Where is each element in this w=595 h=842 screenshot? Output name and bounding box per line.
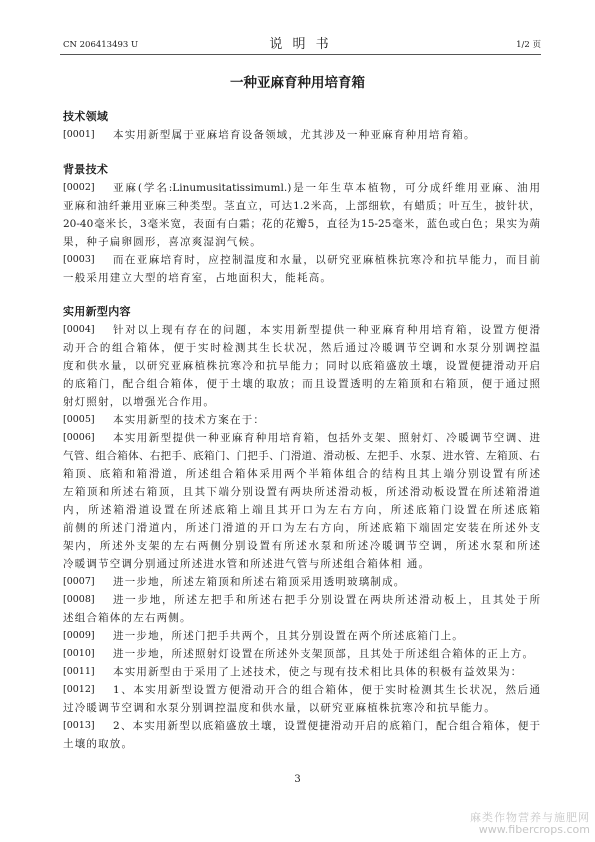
section-heading-background: 背景技术 — [63, 162, 109, 176]
page-number: 3 — [294, 774, 301, 785]
paragraph-line: 冷暖调节空调分别通过所述进水管和所述进气管与所述组合箱体相 通。 — [63, 558, 431, 570]
paragraph-first-line — [63, 681, 540, 699]
paragraph-line: 进一步地，所述门把手共两个，且其分别设置在两个所述底箱门上。 — [113, 630, 464, 642]
paragraph-line: 前侧的所述门滑道内，所述门滑道的开口为左右方向，所述底箱下端固定安装在所述外支 — [63, 522, 540, 534]
paragraph-line: 气管、组合箱体、右把手、底箱门、门把手、门滑道、滑动板、左把手、水泵、进水管、左箱顶、右 — [63, 450, 540, 462]
paragraph-number: [0013] — [63, 720, 95, 731]
paragraph-first-line — [63, 663, 540, 681]
paragraph-number: [0002] — [63, 181, 95, 193]
paragraph-number: [0006] — [63, 432, 95, 443]
paragraph-line: 一般采用建立大型的培育室，占地面积大，能耗高。 — [63, 271, 333, 284]
paragraph-first-line — [63, 411, 540, 429]
paragraph-0007 — [63, 573, 540, 591]
document-title: 一种亚麻育种用培育箱 — [230, 75, 365, 91]
paragraph-first-line — [63, 717, 540, 735]
paragraph-first-line — [63, 573, 540, 591]
paragraph-line: 度和供水量，以研究亚麻植株抗寒冷和抗旱能力；同时以底箱盛放土壤，设置便捷滑动开启 — [63, 360, 540, 372]
paragraph-line: 1、本实用新型设置方便滑动开合的组合箱体，便于实时检测其生长状况，然后通 — [113, 684, 540, 696]
description-body — [63, 108, 540, 753]
paragraph-line: 本实用新型提供一种亚麻育种用培育箱，包括外支架、照射灯、冷暖调节空调、进 — [113, 432, 540, 444]
paragraph-0005 — [63, 411, 540, 429]
paragraph-line: 果，种子扁卵圆形，喜凉爽湿润气候。 — [63, 235, 262, 248]
paragraph-line: 亚麻和油纤兼用亚麻三种类型。茎直立，可达1.2米高，上部细软，有蜡质；叶互生，披针状， — [63, 199, 540, 212]
paragraph-line: 箱顶、底箱和箱滑道，所述组合箱体采用两个半箱体组合的结构且其上端分别设置有所述 — [63, 468, 540, 480]
watermark-url: www.fibercrops.com — [478, 823, 590, 836]
document-type: 说 明 书 — [269, 37, 332, 52]
paragraph-0006 — [63, 429, 540, 573]
paragraph-line: 2、本实用新型以底箱盛放土壤，设置便捷滑动开启的底箱门，配合组合箱体，便于 — [113, 720, 540, 732]
paragraph-0001 — [63, 126, 540, 144]
paragraph-first-line — [63, 429, 540, 447]
paragraph-0010 — [63, 645, 540, 663]
paragraph-first-line — [63, 321, 540, 339]
paragraph-0013 — [63, 717, 540, 753]
paragraph-number: [0012] — [63, 684, 95, 695]
paragraph-0003 — [63, 251, 540, 287]
paragraph-line: 本实用新型属于亚麻培育设备领域，尤其涉及一种亚麻育种用培育箱。 — [113, 129, 476, 141]
paragraph-number: [0005] — [63, 414, 95, 425]
paragraph-line: 进一步地，所述照射灯设置在所述外支架顶部，且其处于所述组合箱体的正上方。 — [113, 648, 535, 660]
paragraph-line: 针对以上现有存在的问题，本实用新型提供一种亚麻育种用培育箱，设置方便滑 — [113, 324, 540, 336]
paragraph-number: [0008] — [63, 594, 95, 605]
paragraph-first-line — [63, 591, 540, 609]
section-heading-technical-field: 技术领域 — [63, 110, 109, 123]
paragraph-number: [0004] — [63, 324, 95, 335]
section-heading-utility-model-content: 实用新型内容 — [63, 305, 131, 318]
paragraph-line: 亚麻(学名:Linumusitatissimuml.)是一年生草本植物，可分成纤维用亚麻、油用 — [113, 181, 540, 194]
paragraph-0004 — [63, 321, 540, 411]
paragraph-line: 本实用新型的技术方案在于： — [113, 414, 266, 426]
paragraph-number: [0007] — [63, 576, 95, 587]
paragraph-line: 本实用新型由于采用了上述技术，使之与现有技术相比具体的积极有益效果为： — [113, 666, 523, 678]
page-indicator: 1/2 页 — [516, 40, 541, 50]
paragraph-number: [0003] — [63, 253, 95, 265]
paragraph-first-line — [63, 645, 540, 663]
paragraph-line: 进一步地，所述左箱顶和所述右箱顶采用透明玻璃制成。 — [113, 576, 406, 588]
paragraph-line: 述组合箱体的左右两侧。 — [63, 612, 192, 624]
paragraph-0011 — [63, 663, 540, 681]
paragraph-line: 左箱顶和所述右箱顶，且其下端分别设置有两块所述滑动板，所述滑动板设置在所述箱滑道 — [63, 486, 540, 498]
paragraph-number: [0001] — [63, 129, 95, 140]
paragraph-line: 动开合的组合箱体，便于实时检测其生长状况，然后通过冷暖调节空调和水泵分别调控温 — [63, 342, 540, 354]
paragraph-line: 进一步地，所述左把手和所述右把手分别设置在两块所述滑动板上，且其处于所 — [113, 594, 540, 606]
paragraph-line: 内，所述箱滑道设置在所述底箱上端且其开口为左右方向，所述底箱门设置在所述底箱 — [63, 504, 540, 516]
paragraph-first-line — [63, 126, 540, 144]
paragraph-first-line — [63, 179, 540, 197]
paragraph-0009 — [63, 627, 540, 645]
paragraph-line: 过冷暖调节空调和水泵分别调控温度和供水量，以研究亚麻植株抗寒冷和抗旱能力。 — [63, 702, 496, 714]
paragraph-first-line — [63, 627, 540, 645]
watermark-site-name: 麻类作物营养与施肥网 — [470, 811, 590, 824]
paragraph-line: 射灯照射，以增强光合作用。 — [63, 396, 216, 408]
paragraph-line: 架内，所述外支架的左右两侧分别设置有所述水泵和所述冷暖调节空调，所述水泵和所述 — [63, 540, 540, 552]
paragraph-0012 — [63, 681, 540, 717]
paragraph-number: [0009] — [63, 630, 95, 641]
paragraph-number: [0010] — [63, 648, 95, 659]
paragraph-line: 20-40毫米长，3毫米宽，表面有白霜；花的花瓣5，直径为15-25毫米，蓝色或白色；果实为蒴 — [63, 217, 540, 230]
paragraph-line: 的底箱门，配合组合箱体，便于土壤的取放；而且设置透明的左箱顶和右箱顶，便于通过照 — [63, 378, 540, 390]
paragraph-line: 而在亚麻培育时，应控制温度和水量，以研究亚麻植株抗寒冷和抗旱能力，而目前 — [113, 253, 540, 266]
paragraph-first-line — [63, 251, 540, 269]
watermark — [470, 812, 590, 836]
paragraph-line: 土壤的取放。 — [63, 738, 134, 750]
page-header — [60, 36, 541, 55]
paragraph-number: [0011] — [63, 666, 95, 677]
paragraph-0002 — [63, 179, 540, 251]
paragraph-0008 — [63, 591, 540, 627]
publication-number: CN 206413493 U — [63, 40, 139, 50]
